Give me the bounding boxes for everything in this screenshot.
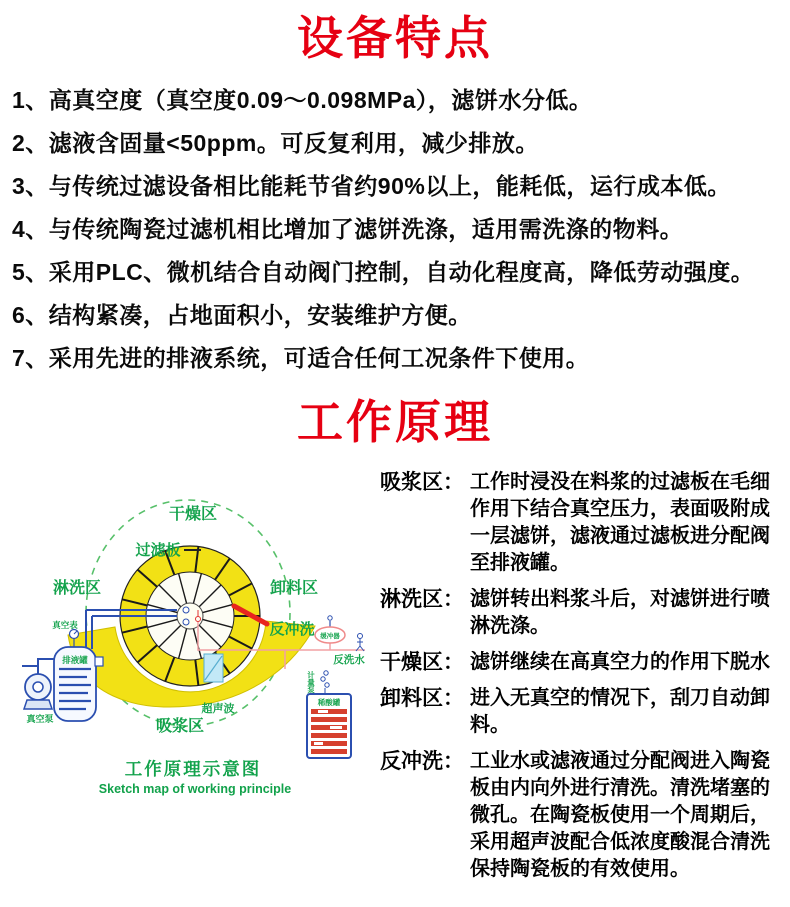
working-principle-diagram <box>8 463 380 813</box>
definition-row <box>380 649 784 676</box>
filter-plate-label: 过滤板 <box>135 541 181 559</box>
feature-item: 5、采用PLC、微机结合自动阀门控制，自动化程度高，降低劳动强度。 <box>12 258 755 285</box>
ultrasonic-label: 超声波 <box>201 702 235 715</box>
diagram-canvas <box>8 463 380 808</box>
principle-section <box>0 463 790 892</box>
vacuum-pump-label: 真空泵 <box>26 713 54 724</box>
feature-item: 2、滤液含固量<50ppm。可反复利用，减少排放。 <box>12 129 539 156</box>
diagram-caption-cn: 工作原理示意图 <box>124 758 262 779</box>
zone-suction-label: 吸浆区 <box>155 717 205 735</box>
backflush-label: 反冲洗 <box>269 620 315 638</box>
principle-definitions <box>380 463 790 892</box>
features-title: 设备特点 <box>297 12 493 64</box>
drain-tank-label: 排液罐 <box>62 654 88 665</box>
features-list <box>0 65 790 380</box>
drain-tank <box>54 647 103 721</box>
vacuum-pump <box>22 659 54 709</box>
definition-term: 卸料区： <box>380 686 464 710</box>
definition-term: 干燥区： <box>380 650 464 674</box>
principle-title: 工作原理 <box>297 395 493 448</box>
feature-item: 7、采用先进的排液系统，可适合任何工况条件下使用。 <box>12 344 590 371</box>
definition-row <box>380 469 784 577</box>
buffer-vessel <box>315 616 345 643</box>
definition-desc: 工业水或滤液通过分配阀进入陶瓷板由内向外进行清洗。清洗堵塞的微孔。在陶瓷板使用一个周期后，采用超声波配合低浓度酸混合清洗保持陶瓷板的有效使用。 <box>470 749 770 880</box>
ultrasonic-box <box>204 654 223 682</box>
definition-row <box>380 685 784 739</box>
definition-term: 反冲洗： <box>380 749 464 773</box>
feature-item: 3、与传统过滤设备相比能耗节省约90%以上，能耗低，运行成本低。 <box>12 172 731 199</box>
feature-item: 4、与传统陶瓷过滤机相比增加了滤饼洗涤，适用需洗涤的物料。 <box>12 215 684 242</box>
zone-rinsing-label: 淋洗区 <box>52 579 102 597</box>
zone-discharge-label: 卸料区 <box>269 579 319 597</box>
definition-desc: 工作时浸没在料浆的过滤板在毛细作用下结合真空压力，表面吸附成一层滤饼，滤液通过滤板进分配阀至排液罐。 <box>470 470 770 574</box>
definition-desc: 进入无真空的情况下，刮刀自动卸料。 <box>470 686 770 736</box>
zone-drying-label: 干燥区 <box>168 505 218 523</box>
metering-pump-label: 计量泵 <box>306 670 316 694</box>
buffer-label: 缓冲器 <box>320 632 340 640</box>
definition-term: 淋洗区： <box>380 587 464 611</box>
feature-item: 6、结构紧凑，占地面积小，安装维护方便。 <box>12 301 472 328</box>
vacuum-gauge-label: 真空表 <box>52 619 78 630</box>
definition-row <box>380 586 784 640</box>
feature-item: 1、高真空度（真空度0.09～0.098MPa），滤饼水分低。 <box>12 86 593 113</box>
definition-desc: 滤饼转出料浆斗后，对滤饼进行喷淋洗涤。 <box>470 587 770 637</box>
definition-desc: 滤饼继续在高真空力的作用下脱水 <box>470 650 770 673</box>
diagram-caption-en: Sketch map of working principle <box>98 781 292 796</box>
distribution-valve-hub <box>177 603 203 629</box>
backwash-water-label: 反洗水 <box>333 653 365 666</box>
metering-pump <box>321 671 329 694</box>
acid-tank-label: 稀酸罐 <box>317 697 341 707</box>
backwash-valve-figure <box>356 633 364 651</box>
acid-tank <box>307 694 351 758</box>
definition-row <box>380 748 784 883</box>
definition-term: 吸浆区： <box>380 470 464 494</box>
